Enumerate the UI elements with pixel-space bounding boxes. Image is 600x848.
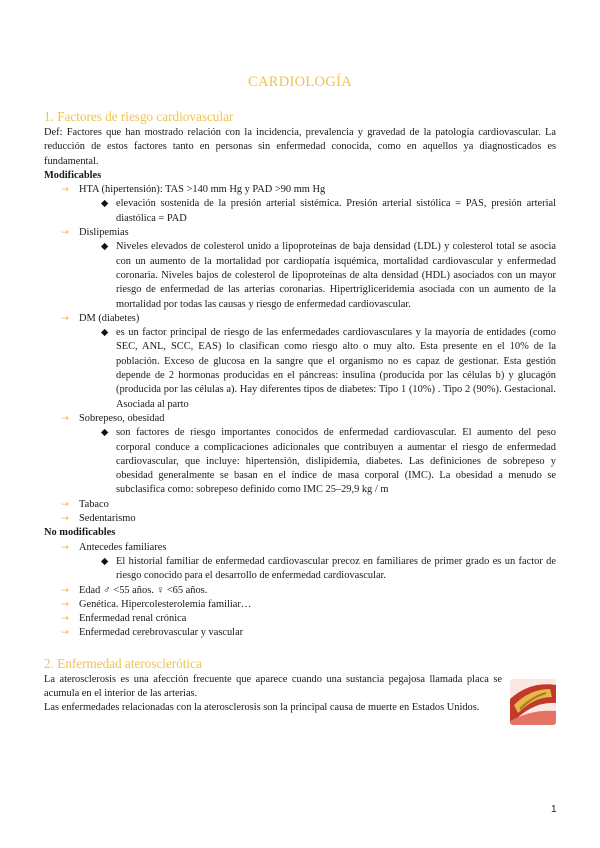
list-item-obesidad [44, 412, 556, 426]
list-item-text: DM (diabetes) [79, 312, 140, 324]
list-item-text: Genética. Hipercolesterolemia familiar… [79, 598, 252, 610]
arrow-right-icon: → [61, 227, 69, 239]
list-item-tabaco [44, 498, 556, 512]
artery-illustration [510, 679, 556, 725]
list-item-text: Sobrepeso, obesidad [79, 412, 165, 424]
list-item-text: Enfermedad renal crónica [79, 613, 187, 625]
list-item-cerebro [44, 626, 556, 640]
list-item-text: Dislipemias [79, 227, 129, 239]
list-item-antecedentes [44, 541, 556, 555]
artery-plaque-image [510, 679, 556, 725]
list-item-text: Enfermedad cerebrovascular y vascular [79, 627, 244, 639]
arrow-right-icon: → [61, 627, 69, 639]
diamond-bullet-icon: ◆ [101, 555, 109, 567]
list-item-sedentarismo [44, 512, 556, 526]
arrow-right-icon: → [61, 412, 69, 424]
diamond-bullet-icon: ◆ [101, 198, 109, 210]
non-modifiable-label: No modificables [44, 527, 116, 539]
arrow-right-icon: → [61, 312, 69, 324]
arrow-right-icon: → [61, 498, 69, 510]
list-item-text: HTA (hipertensión): TAS >140 mm Hg y PAD >90 mm Hg [79, 184, 326, 196]
arrow-right-icon: → [61, 598, 69, 610]
sublist-item-obesidad [44, 426, 556, 497]
sublist-item-text: es un factor principal de riesgo de las enfermedades cardiovasculares y la mayoría de entidades (como SEC, ANL, SCC, EAS) lo clasifican como riesgo alto o muy alto. Esta presente en el 10% de la población. Exceso de glucosa en la sangre que el organismo no es capaz de gestionar. Esta gestión depende de 2 hormonas producidas en el páncreas: insulina (producida por las células b) y glucagón (producida por las células a). Hay diferentes tipos de diabetes: Tipo 1 (10%) . Tipo 2 (90%). Gestacional. Asociada al parto [116, 327, 556, 410]
arrow-right-icon: → [61, 584, 69, 596]
arrow-right-icon: → [61, 184, 69, 196]
sublist-item-dislipemias [44, 240, 556, 311]
section-1-heading: 1. Factores de riesgo cardiovascular [44, 109, 234, 124]
diamond-bullet-icon: ◆ [101, 241, 109, 253]
section-2-heading: 2. Enfermedad aterosclerótica [44, 655, 202, 671]
sublist-item-text: Niveles elevados de colesterol unido a lipoproteínas de baja densidad (LDL) y colesterol total se asocia con un aumento de la mortalidad por cardiopatía isquémica, mortalidad cardiovascular y enfermedad coronaria. Niveles bajos de colesterol de lipoproteínas de alta densidad (HDL) asociados con un mayor riesgo de enfermedad de las arterias coronarias. Hipertrigliceridemia asociada con un aumento de la mortalidad por todas las causas y riesgo de enfermedad cardiovascular. [116, 241, 556, 310]
list-item-hta [44, 183, 556, 197]
section-2-paragraph-2: Las enfermedades relacionadas con la aterosclerosis son la principal causa de muerte en Estados Unidos. [44, 702, 480, 714]
list-item-text: Edad ♂ <55 años. ♀ <65 años. [79, 584, 208, 596]
list-item-renal [44, 612, 556, 626]
diamond-bullet-icon: ◆ [101, 327, 109, 339]
document-title: CARDIOLOGÍA [248, 74, 352, 90]
list-item-edad [44, 584, 556, 598]
sublist-item-hta [44, 197, 556, 226]
list-item-genetica [44, 598, 556, 612]
sublist-item-text: son factores de riesgo importantes conocidos de enfermedad cardiovascular. El aumento del peso corporal conduce a complicaciones adicionales que contribuyen a aumentar el riesgo de enfermedad cardiovascular, que incluye: hipertensión, dislipidemia, diabetes. Las definiciones de sobrepeso y obesidad generalmente se basan en el índice de masa corporal (IMC). La obesidad a menudo se subclasifica como: sobrepeso definido como IMC 25–29,9 kg / m [116, 427, 556, 496]
sublist-item-text: El historial familiar de enfermedad cardiovascular precoz en familiares de primer grado es un factor de riesgo conocido para el desarrollo de enfermedad cardiovascular. [116, 555, 556, 582]
page-number: 1 [551, 804, 557, 815]
document-body [44, 108, 556, 725]
arrow-right-icon: → [61, 613, 69, 625]
list-item-dm [44, 312, 556, 326]
list-item-dislipemias [44, 226, 556, 240]
sublist-item-text: elevación sostenida de la presión arterial sistémica. Presión arterial sistólica = PAS, presión arterial diastólica = PAD [116, 198, 556, 224]
sublist-item-antecedentes [44, 555, 556, 584]
diamond-bullet-icon: ◆ [101, 427, 109, 439]
list-item-text: Sedentarismo [79, 513, 136, 525]
section-2-paragraph-1: La aterosclerosis es una afección frecuente que aparece cuando una sustancia pegajosa llamada placa se acumula en el interior de las arterias. [44, 673, 502, 699]
sublist-item-dm [44, 326, 556, 412]
list-item-text: Tabaco [79, 498, 109, 510]
definition-paragraph: Def: Factores que han mostrado relación con la incidencia, prevalencia y gravedad de la patología cardiovascular. La reducción de estos factores tanto en personas sin enfermedad conocida, como en aquellos ya diagnosticados es fundamental. [44, 127, 556, 167]
arrow-right-icon: → [61, 513, 69, 525]
modifiable-label: Modificables [44, 169, 102, 181]
list-item-text: Antecedes familiares [79, 541, 167, 553]
arrow-right-icon: → [61, 541, 69, 553]
